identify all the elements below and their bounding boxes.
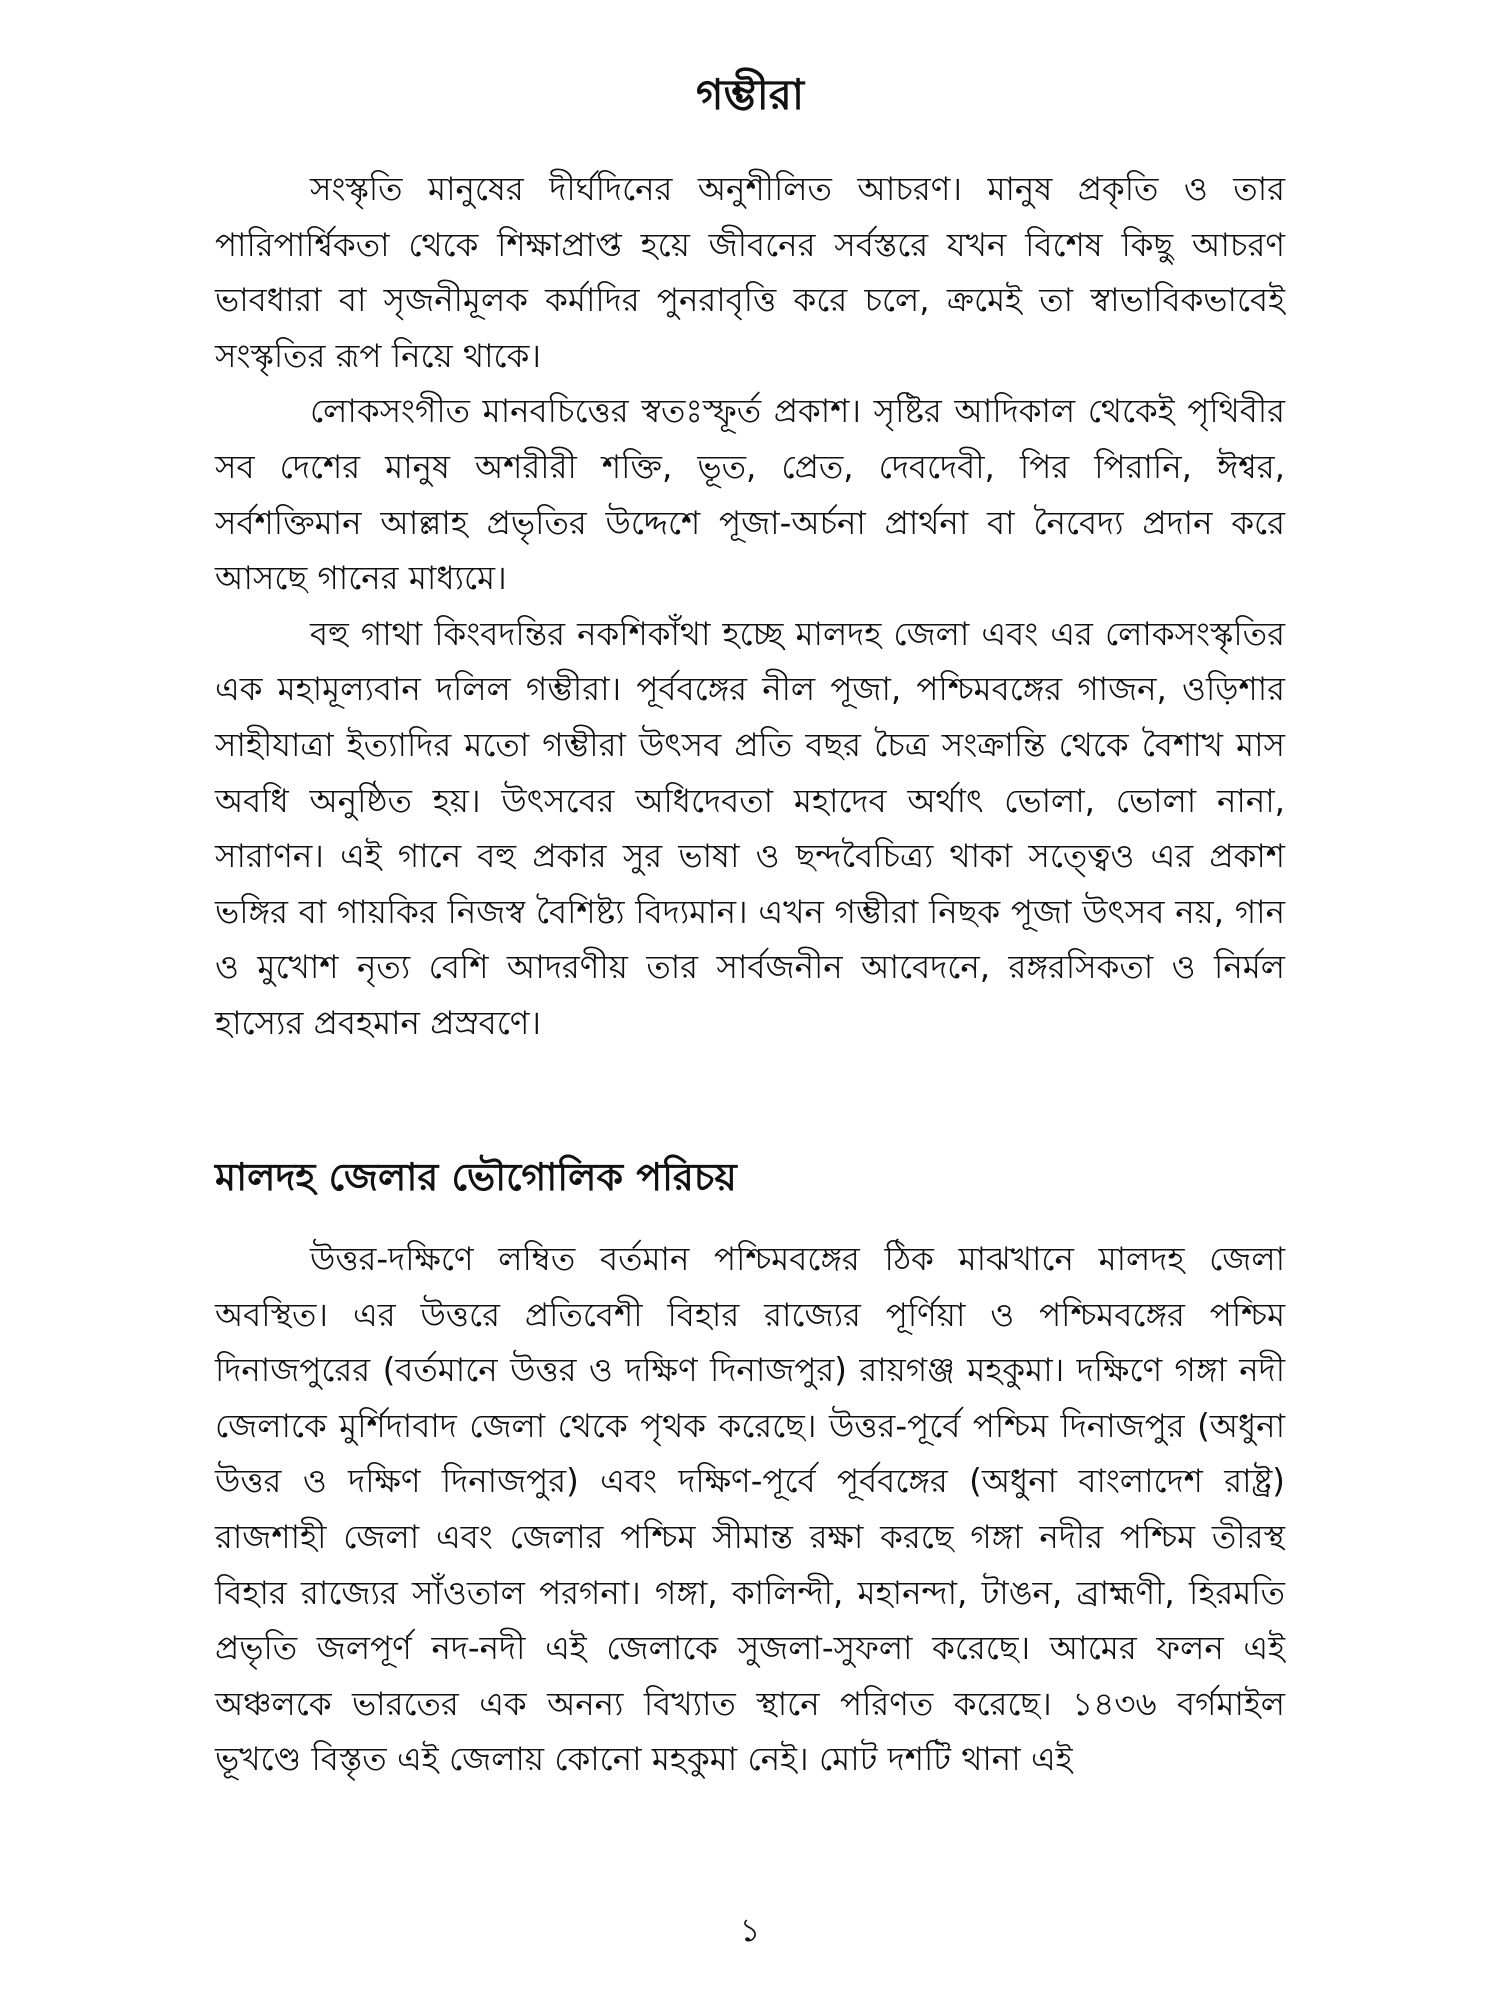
section-text-block [215,1232,1285,1788]
page-number: ১ [739,1911,761,1949]
paragraph: লোকসংগীত মানবচিত্তের স্বতঃস্ফূর্ত প্রকাশ। সৃষ্টির আদিকাল থেকেই পৃথিবীর সব দেশের মানুষ অশরীরী শক্তি, ভূত, প্রেত, দেবদেবী, পির পিরানি, ঈশ্বর, সর্বশক্তিমান আল্লাহ প্রভৃতির উদ্দেশে পূজা-অর্চনা প্রার্থনা বা নৈবেদ্য প্রদান করে আসছে গানের মাধ্যমে। [215,392,1285,598]
intro-text-block [215,162,1285,1052]
paragraph: সংস্কৃতি মানুষের দীর্ঘদিনের অনুশীলিত আচরণ। মানুষ প্রকৃতি ও তার পারিপার্শ্বিকতা থেকে শিক্ষাপ্রাপ্ত হয়ে জীবনের সর্বস্তরে যখন বিশেষ কিছু আচরণ ভাবধারা বা সৃজনীমূলক কর্মাদির পুনরাবৃত্তি করে চলে, ক্রমেই তা স্বাভাবিকভাবেই সংস্কৃতির রূপ নিয়ে থাকে। [215,170,1285,375]
page-title: গম্ভীরা [695,70,805,119]
paragraph: উত্তর-দক্ষিণে লম্বিত বর্তমান পশ্চিমবঙ্গের ঠিক মাঝখানে মালদহ জেলা অবস্থিত। এর উত্তরে প্রতিবেশী বিহার রাজ্যের পূর্ণিয়া ও পশ্চিমবঙ্গের পশ্চিম দিনাজপুরের (বর্তমানে উত্তর ও দক্ষিণ দিনাজপুর) রায়গঞ্জ মহকুমা। দক্ষিণে গঙ্গা নদী জেলাকে মুর্শিদাবাদ জেলা থেকে পৃথক করেছে। উত্তর-পূর্বে পশ্চিম দিনাজপুর (অধুনা উত্তর ও দক্ষিণ দিনাজপুর) এবং দক্ষিণ-পূর্বে পূর্ববঙ্গের (অধুনা বাংলাদেশ রাষ্ট্র) রাজশাহী জেলা এবং জেলার পশ্চিম সীমান্ত রক্ষা করছে গঙ্গা নদীর পশ্চিম তীরস্থ বিহার রাজ্যের সাঁওতাল পরগনা। গঙ্গা, কালিন্দী, মহানন্দা, টাঙন, ব্রাহ্মণী, হিরমতি প্রভৃতি জলপূর্ণ নদ-নদী এই জেলাকে সুজলা-সুফলা করেছে। আমের ফলন এই অঞ্চলকে ভারতের এক অনন্য বিখ্যাত স্থানে পরিণত করেছে। ১৪৩৬ বর্গমাইল ভূখণ্ডে বিস্তৃত এই জেলায় কোনো মহকুমা নেই। মোট দশটি থানা এই [215,1240,1285,1779]
section-heading: মালদহ জেলার ভৌগোলিক পরিচয় [215,1155,737,1199]
paragraph: বহু গাথা কিংবদন্তির নকশিকাঁথা হচ্ছে মালদহ জেলা এবং এর লোকসংস্কৃতির এক মহামূল্যবান দলিল গম্ভীরা। পূর্ববঙ্গের নীল পূজা, পশ্চিমবঙ্গের গাজন, ওড়িশার সাহীযাত্রা ইত্যাদির মতো গম্ভীরা উৎসব প্রতি বছর চৈত্র সংক্রান্তি থেকে বৈশাখ মাস অবধি অনুষ্ঠিত হয়। উৎসবের অধিদেবতা মহাদেব অর্থাৎ ভোলা, ভোলা নানা, সারাণন। এই গানে বহু প্রকার সুর ভাষা ও ছন্দবৈচিত্র্য থাকা সত্ত্বেও এর প্রকাশ ভঙ্গির বা গায়কির নিজস্ব বৈশিষ্ট্য বিদ্যমান। এখন গম্ভীরা নিছক পূজা উৎসব নয়, গান ও মুখোশ নৃত্য বেশি আদরণীয় তার সার্বজনীন আবেদনে, রঙ্গরসিকতা ও নির্মল হাস্যের প্রবহমান প্রস্রবণে। [215,614,1285,1042]
